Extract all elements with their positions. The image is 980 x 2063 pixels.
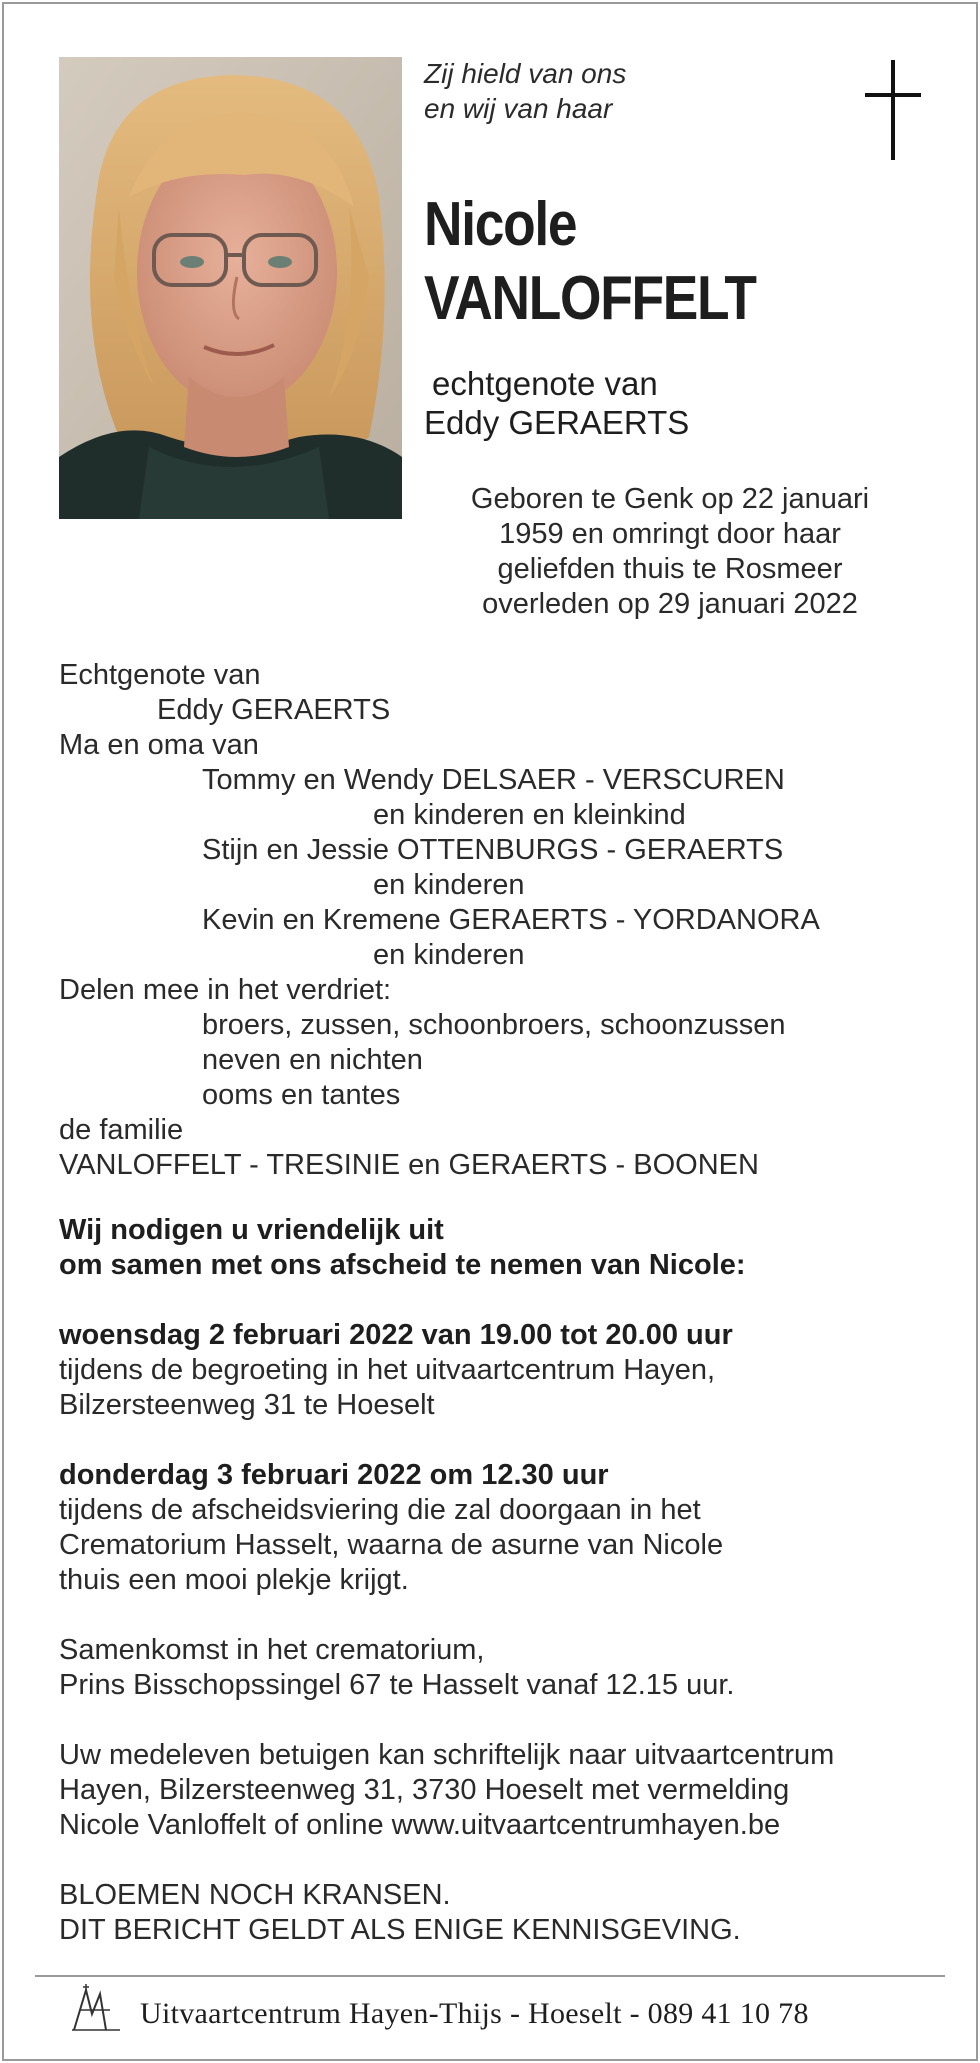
birth-line: Geboren te Genk op 22 januari	[470, 483, 870, 515]
event-2-title: donderdag 3 februari 2022 om 12.30 uur	[59, 1459, 609, 1491]
spouse-name: Eddy GERAERTS	[424, 404, 690, 441]
condolence-line: Nicole Vanloffelt of online www.uitvaartcentrumhayen.be	[59, 1809, 781, 1841]
birth-line: geliefden thuis te Rosmeer	[497, 553, 843, 585]
event-1-line: Bilzersteenweg 31 te Hoeselt	[59, 1389, 435, 1421]
family-line: Delen mee in het verdriet:	[59, 974, 392, 1006]
deceased-name	[424, 188, 756, 336]
motto-line: en wij van haar	[424, 93, 613, 124]
portrait-photo	[59, 57, 402, 519]
footer-divider	[35, 1975, 945, 1977]
birth-death-text	[440, 482, 900, 622]
spouse-relation: echtgenote van	[432, 365, 658, 402]
family-line: en kinderen	[373, 939, 525, 971]
condolence-line: Uw medeleven betuigen kan schriftelijk naar uitvaartcentrum	[59, 1739, 835, 1771]
family-line: broers, zussen, schoonbroers, schoonzussen	[202, 1009, 786, 1041]
family-line: Echtgenote van	[59, 659, 261, 691]
family-list	[59, 658, 939, 1183]
family-line: neven en nichten	[202, 1044, 423, 1076]
motto	[424, 56, 626, 126]
invitation-heading: om samen met ons afscheid te nemen van Nicole:	[59, 1249, 746, 1281]
event-1-line: tijdens de begroeting in het uitvaartcentrum Hayen,	[59, 1354, 716, 1386]
closing-line: DIT BERICHT GELDT ALS ENIGE KENNISGEVING.	[59, 1914, 741, 1946]
cross-icon	[865, 60, 921, 160]
event-2-line: Crematorium Hasselt, waarna de asurne van Nicole	[59, 1529, 724, 1561]
funeral-home-logo-icon	[70, 1984, 122, 2032]
meeting-line: Prins Bisschopssingel 67 te Hasselt vanaf 12.15 uur.	[59, 1669, 735, 1701]
funeral-notice	[59, 1213, 939, 1948]
spouse-block	[424, 364, 689, 442]
invitation-heading: Wij nodigen u vriendelijk uit	[59, 1214, 444, 1246]
family-line: VANLOFFELT - TRESINIE en GERAERTS - BOONEN	[59, 1149, 759, 1181]
family-line: ooms en tantes	[202, 1079, 401, 1111]
event-2-line: tijdens de afscheidsviering die zal doorgaan in het	[59, 1494, 701, 1526]
event-1-title: woensdag 2 februari 2022 van 19.00 tot 20.00 uur	[59, 1319, 733, 1351]
family-line: Kevin en Kremene GERAERTS - YORDANORA	[202, 904, 820, 936]
family-line: en kinderen en kleinkind	[373, 799, 686, 831]
motto-line: Zij hield van ons	[424, 58, 627, 89]
first-name: Nicole	[424, 190, 577, 259]
family-line: de familie	[59, 1114, 184, 1146]
event-2-line: thuis een mooi plekje krijgt.	[59, 1564, 409, 1596]
birth-line: 1959 en omringt door haar	[499, 518, 841, 550]
family-line: Tommy en Wendy DELSAER - VERSCUREN	[202, 764, 785, 796]
birth-line: overleden op 29 januari 2022	[482, 588, 858, 620]
family-line: Stijn en Jessie OTTENBURGS - GERAERTS	[202, 834, 784, 866]
condolence-line: Hayen, Bilzersteenweg 31, 3730 Hoeselt met vermelding	[59, 1774, 790, 1806]
closing-line: BLOEMEN NOCH KRANSEN.	[59, 1879, 451, 1911]
last-name: VANLOFFELT	[424, 264, 756, 333]
family-line: Ma en oma van	[59, 729, 259, 761]
family-line: Eddy GERAERTS	[157, 694, 391, 726]
meeting-line: Samenkomst in het crematorium,	[59, 1634, 485, 1666]
funeral-home-contact: Uitvaartcentrum Hayen-Thijs - Hoeselt - 089 41 10 78	[140, 1997, 809, 2030]
family-line: en kinderen	[373, 869, 525, 901]
